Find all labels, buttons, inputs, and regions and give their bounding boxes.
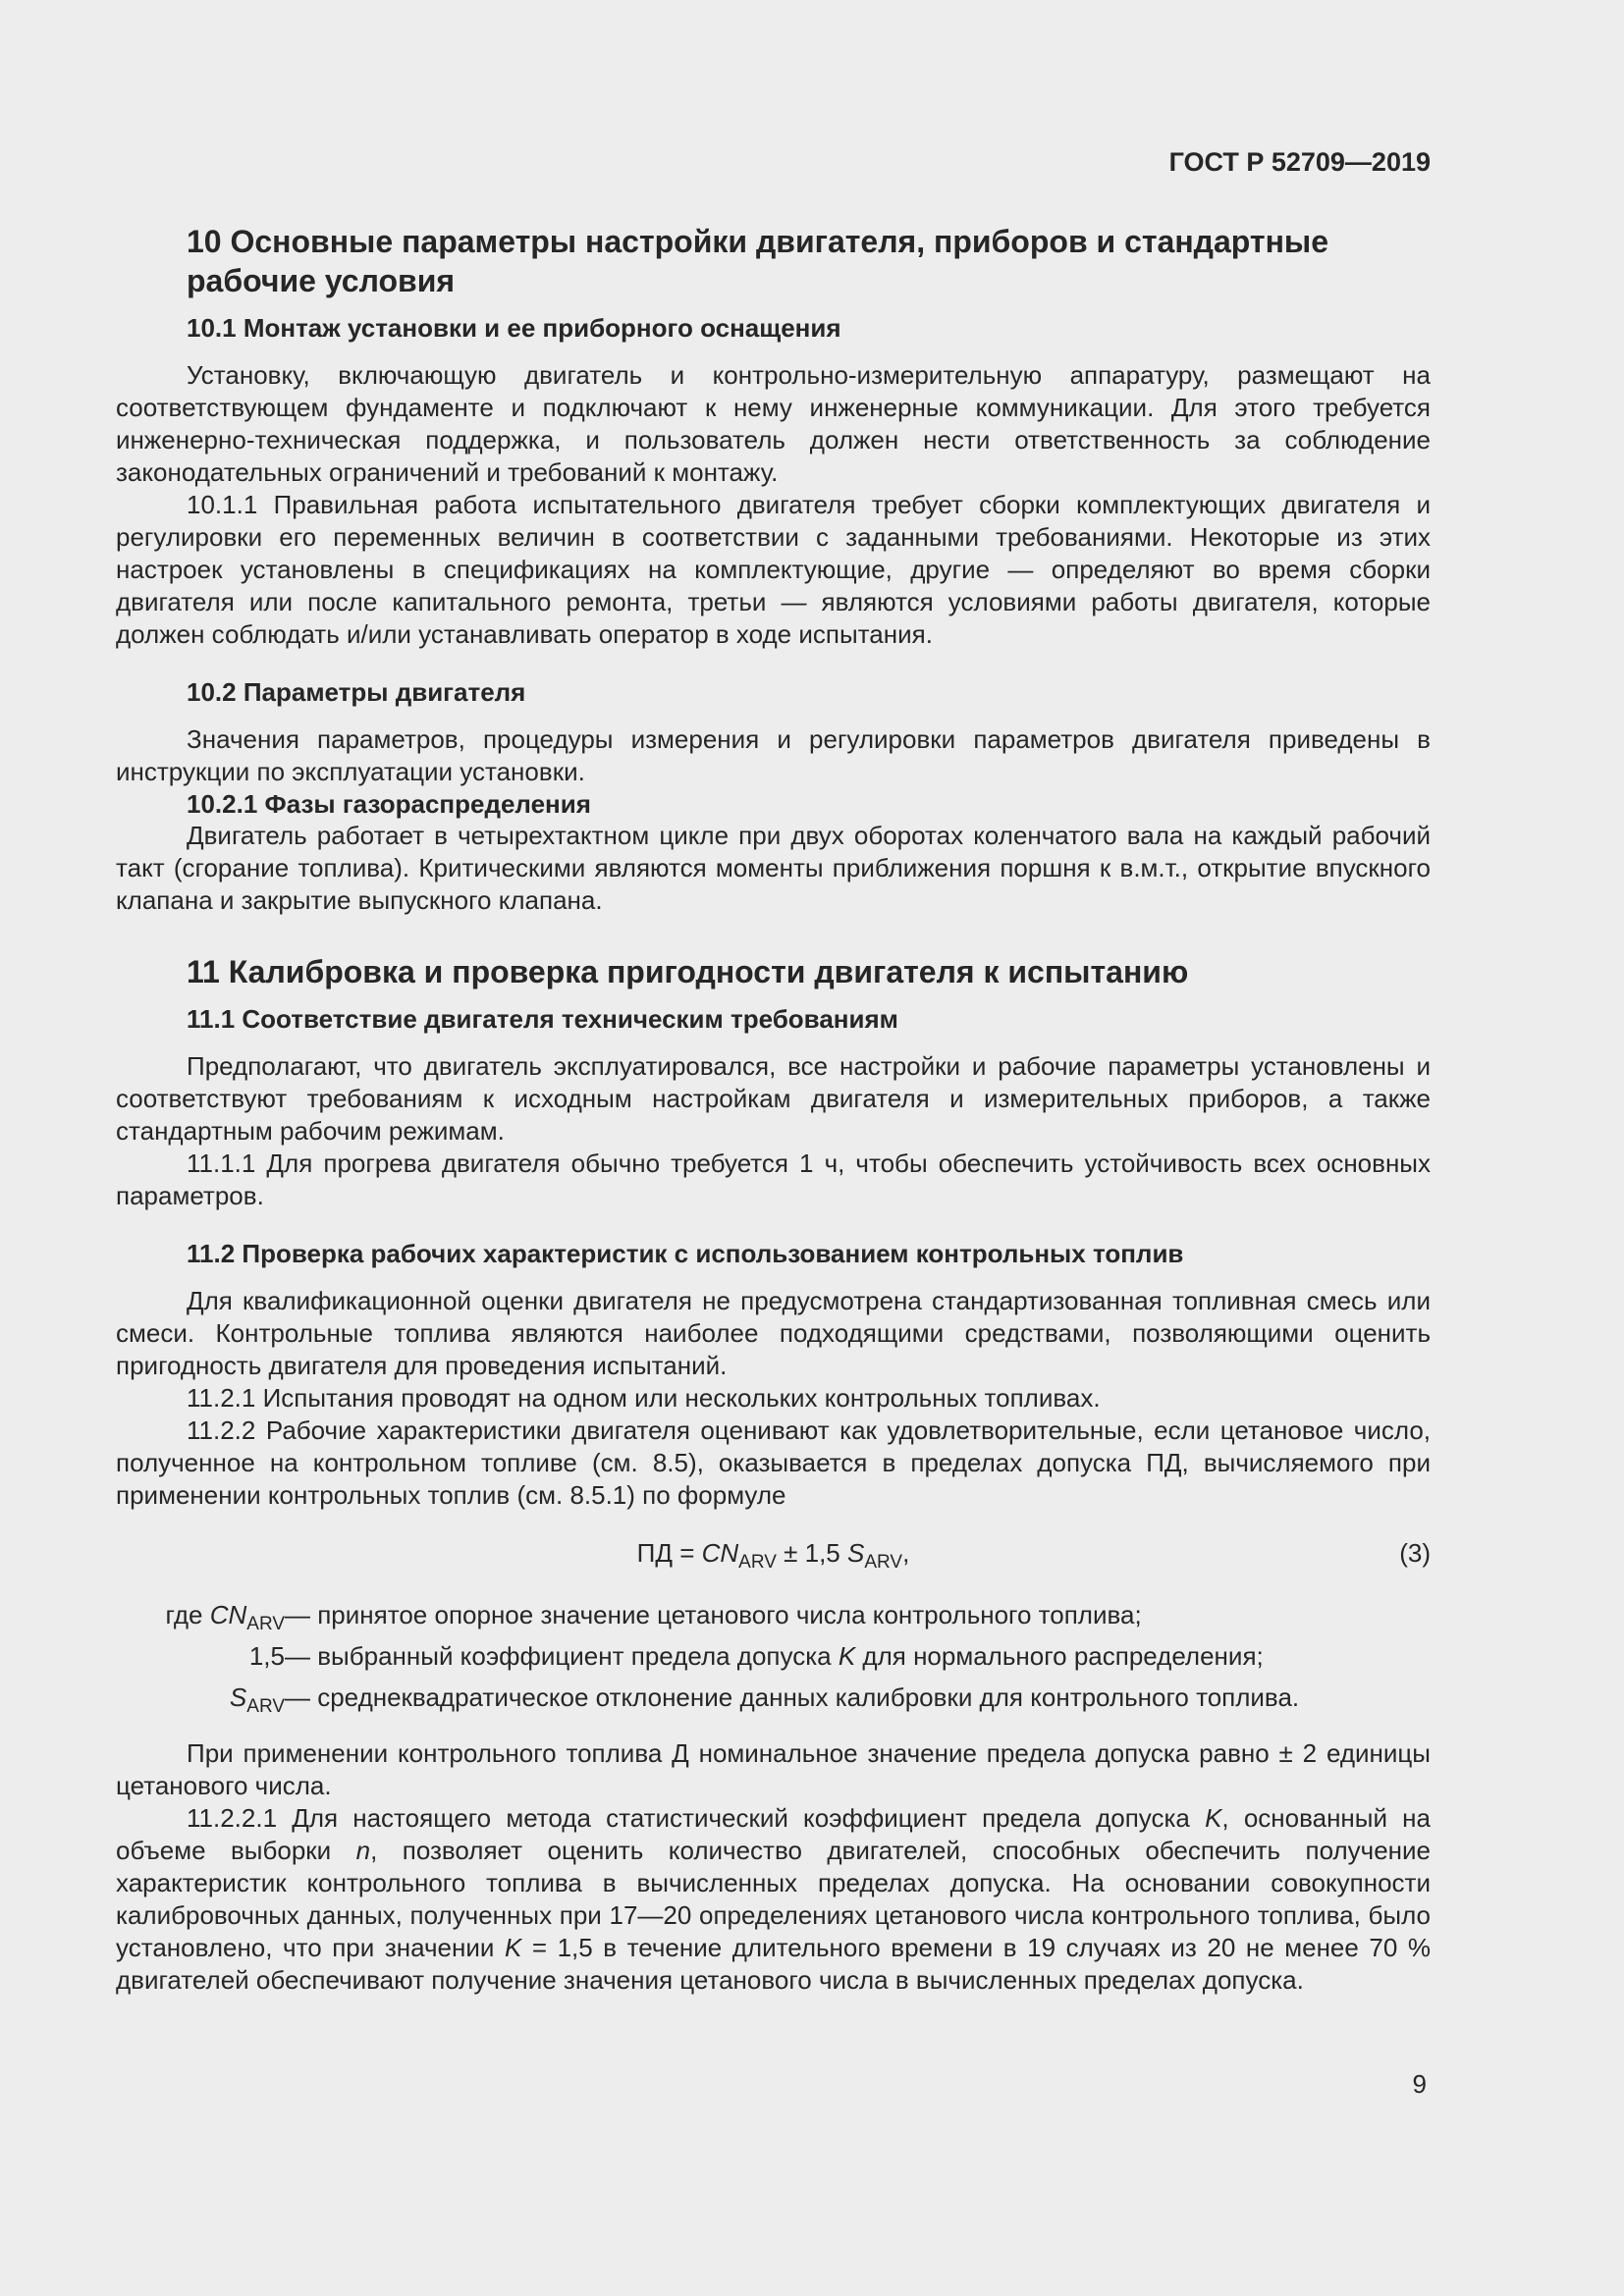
section-11-title: 11 Калибровка и проверка пригодности двигателя к испытанию xyxy=(187,954,1189,989)
paragraph: 10.1.1 Правильная работа испытательного двигателя требует сборки комплектующих двигателя и регулировки его переменных величин в соответствии с заданными требованиями. Некоторые из этих настроек установлены в спецификациях на комплектующие, другие — определяют во время сборки двигателя или после капитального ремонта, третьи — являются условиями работы двигателя, которые должен соблюдать и/или устанавливать оператор в ходе испытания. xyxy=(116,490,1431,649)
section-11-2-title: 11.2 Проверка рабочих характеристик с использованием контрольных топлив xyxy=(187,1239,1184,1268)
legend-row xyxy=(116,1635,1431,1677)
paragraph: 11.2.2.1 Для настоящего метода статистический коэффициент предела допуска K, основанный на объеме выборки n, позволяет оценить количество двигателей, способных обеспечить получение характеристик контрольного топлива в вычисленных пределах допуска. На основании совокупности калибровочных данных, полученных при 17—20 определениях цетанового числа контрольного топлива, было установлено, что при значении K = 1,5 в течение длительного времени в 19 случаях из 20 не менее 70 % двигателей обеспечивают получение значения цетанового числа в вычисленных пределах допуска. xyxy=(116,1803,1431,1995)
page-number: 9 xyxy=(1412,2069,1427,2099)
legend-description: — выбранный коэффициент предела допуска K для нормального распределения; xyxy=(285,1641,1264,1671)
paragraph: Значения параметров, процедуры измерения и регулировки параметров двигателя приведены в инструкции по эксплуатации установки. xyxy=(116,724,1431,786)
paragraph: 11.2.1 Испытания проводят на одном или нескольких контрольных топливах. xyxy=(187,1383,1101,1413)
paragraph: При применении контрольного топлива Д номинальное значение предела допуска равно ± 2 единицы цетанового числа. xyxy=(116,1738,1431,1800)
section-10-2-1-title: 10.2.1 Фазы газораспределения xyxy=(187,789,591,819)
section-10-2-title: 10.2 Параметры двигателя xyxy=(187,677,526,707)
paragraph: Для квалификационной оценки двигателя не предусмотрена стандартизованная топливная смесь или смеси. Контрольные топлива являются наиболее подходящими средствами, позволяющими оценить пригодность двигателя для проведения испытаний. xyxy=(116,1286,1431,1380)
paragraph: Двигатель работает в четырехтактном цикле при двух оборотах коленчатого вала на каждый рабочий такт (сгорание топлива). Критическими являются моменты приближения поршня к в.м.т., открытие впускного клапана и закрытие выпускного клапана. xyxy=(116,821,1431,915)
legend-symbol: 1,5 xyxy=(248,1641,285,1671)
legend-row xyxy=(116,1594,1431,1635)
section-10-title: 10 Основные параметры настройки двигателя, приборов и стандартные рабочие условия xyxy=(187,224,1329,298)
section-11-1-title: 11.1 Соответствие двигателя техническим требованиям xyxy=(187,1004,898,1034)
legend-row xyxy=(116,1677,1431,1718)
legend-description: — среднеквадратическое отклонение данных калибровки для контрольного топлива. xyxy=(285,1682,1300,1712)
paragraph: 11.1.1 Для прогрева двигателя обычно требуется 1 ч, чтобы обеспечить устойчивость всех основных параметров. xyxy=(116,1148,1431,1210)
formula-legend xyxy=(116,1594,1431,1718)
legend-description: — принятое опорное значение цетанового числа контрольного топлива; xyxy=(285,1600,1142,1629)
document-page xyxy=(116,0,1431,2296)
legend-symbol: где $CN_{ARV}$ xyxy=(165,1600,285,1634)
formula-3 xyxy=(116,1533,1431,1576)
standard-designation: ГОСТ Р 52709—2019 xyxy=(1168,147,1431,177)
formula-expression: ПД = $CN_{ARV} \pm 1,5$ $S_{ARV}$, xyxy=(636,1538,910,1573)
section-10-1-title: 10.1 Монтаж установки и ее приборного оснащения xyxy=(187,313,841,343)
paragraph: Предполагают, что двигатель эксплуатировался, все настройки и рабочие параметры установлены и соответствуют требованиям к исходным настройкам двигателя и измерительных приборов, а также стандартным рабочим режимам. xyxy=(116,1051,1431,1146)
paragraph: Установку, включающую двигатель и контрольно-измерительную аппаратуру, размещают на соответствующем фундаменте и подключают к нему инженерные коммуникации. Для этого требуется инженерно-техническая поддержка, и пользователь должен нести ответственность за соблюдение законодательных ограничений и требований к монтажу. xyxy=(116,360,1431,487)
page-content xyxy=(116,222,1431,1997)
formula-number: (3) xyxy=(1399,1538,1431,1568)
paragraph: 11.2.2 Рабочие характеристики двигателя оценивают как удовлетворительные, если цетановое число, полученное на контрольном топливе (см. 8.5), оказывается в пределах допуска ПД, вычисляемого при применении контрольных топлив (см. 8.5.1) по формуле xyxy=(116,1415,1431,1510)
legend-symbol: $S_{ARV}$ xyxy=(229,1682,285,1717)
